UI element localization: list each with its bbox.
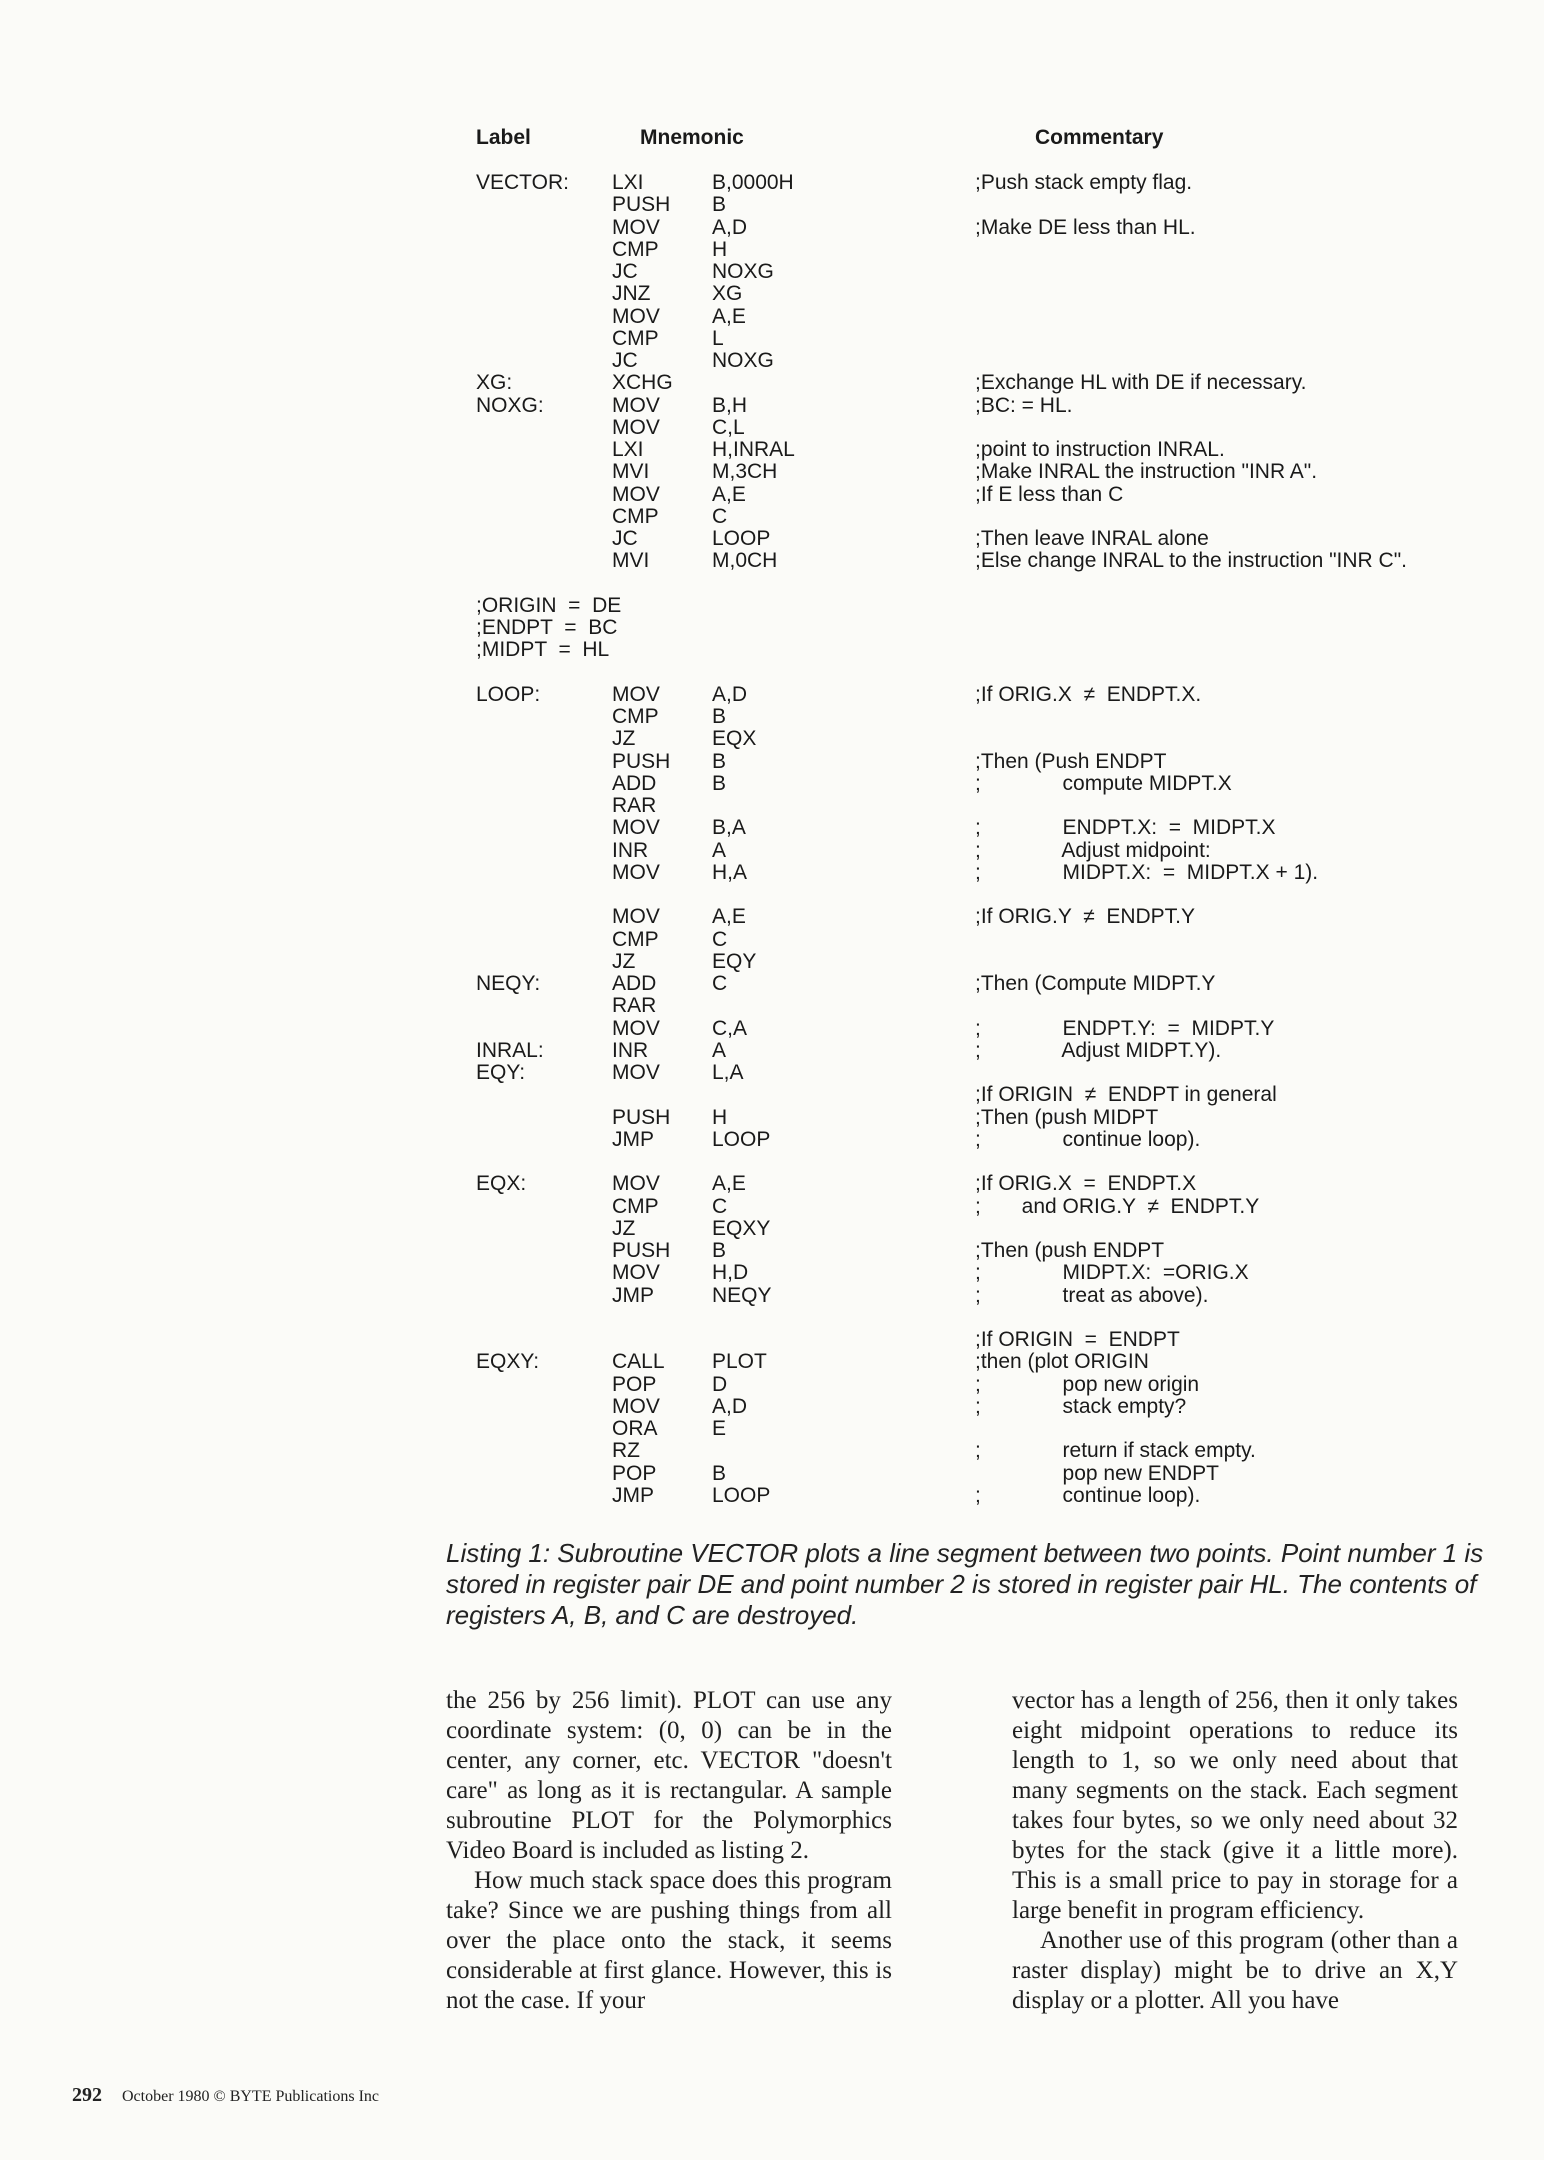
row-operand: A <box>712 838 727 862</box>
row-mnemonic: INR <box>612 1038 649 1062</box>
row-operand: L,A <box>712 1061 744 1084</box>
row-operand: EQY <box>712 949 757 973</box>
row-comment: ;Then (Compute MIDPT.Y <box>975 972 1216 995</box>
row-comment: ; pop new origin <box>975 1372 1200 1396</box>
body-column-left <box>446 1686 892 2016</box>
row-comment: ; return if stack empty. <box>975 1439 1256 1463</box>
row-mnemonic: PUSH <box>612 1239 671 1262</box>
row-mnemonic: MOV <box>612 1172 660 1196</box>
row-mnemonic: JC <box>612 260 638 283</box>
body-paragraph: vector has a length of 256, then it only takes eight midpoint operations to reduce its length to 1, so we only need about that many segments on the stack. Each segment takes four bytes, so we only need about 32 bytes for the stack (give it a little more). This is a small price to pay in storage for a large benefit in program efficiency. <box>1012 1687 1458 1924</box>
row-operand: B <box>712 1461 727 1485</box>
row-comment: ; stack empty? <box>975 1394 1187 1418</box>
row-comment: ; ENDPT.Y: = MIDPT.Y <box>975 1016 1275 1040</box>
row-comment: ;Make INRAL the instruction "INR A". <box>975 460 1318 484</box>
row-mnemonic: MOV <box>612 215 660 239</box>
row-mnemonic: CMP <box>612 504 659 528</box>
row-operand: M,3CH <box>712 460 778 484</box>
row-operand: M,0CH <box>712 549 778 573</box>
row-operand: A,E <box>712 482 746 506</box>
row-comment: ;If ORIG.X ≠ ENDPT.X. <box>975 682 1202 706</box>
row-mnemonic: MOV <box>612 482 660 506</box>
listing-caption: Listing 1: Subroutine VECTOR plots a line segment between two points. Point number 1 is stored in register pair DE and point number 2 is stored in register pair HL. The contents of registers A, B, and C are destroyed. <box>446 1538 1484 1630</box>
row-mnemonic: LXI <box>612 438 644 461</box>
row-operand: XG <box>712 282 743 306</box>
row-label: XG: <box>476 371 513 395</box>
row-operand: C <box>712 504 728 528</box>
row-comment: ; continue loop). <box>975 1483 1201 1507</box>
row-mnemonic: CMP <box>612 237 659 261</box>
row-operand: C <box>712 927 728 951</box>
row-mnemonic: MVI <box>612 460 650 484</box>
row-operand: C,A <box>712 1016 748 1040</box>
row-comment: ;then (plot ORIGIN <box>975 1350 1149 1374</box>
row-operand: LOOP <box>712 527 771 550</box>
row-mnemonic: JC <box>612 349 638 372</box>
row-operand: H,D <box>712 1261 749 1285</box>
row-comment: ;If ORIGIN = ENDPT <box>975 1328 1180 1351</box>
row-label: ;ORIGIN = DE <box>476 593 622 617</box>
row-mnemonic: ADD <box>612 771 657 795</box>
row-operand: A,D <box>712 1394 748 1418</box>
footer-credit: October 1980 © BYTE Publications Inc <box>122 2088 379 2105</box>
row-label: EQX: <box>476 1172 527 1196</box>
row-mnemonic: LXI <box>612 171 644 194</box>
row-mnemonic: MOV <box>612 1261 660 1285</box>
row-mnemonic: JMP <box>612 1127 654 1151</box>
row-operand: PLOT <box>712 1350 767 1374</box>
row-operand: H <box>712 1105 728 1129</box>
row-label: VECTOR: <box>476 171 569 194</box>
row-label: ;MIDPT = HL <box>476 638 610 662</box>
row-operand: B,H <box>712 393 748 417</box>
row-mnemonic: MOV <box>612 1394 660 1418</box>
row-operand: A,D <box>712 682 748 706</box>
row-label: EQY: <box>476 1061 526 1084</box>
row-mnemonic: JC <box>612 527 638 550</box>
row-label: ;ENDPT = BC <box>476 616 618 639</box>
row-mnemonic: RAR <box>612 794 657 817</box>
row-operand: A,E <box>712 304 746 328</box>
page-footer <box>72 2084 379 2107</box>
row-comment: ;Then (push ENDPT <box>975 1239 1165 1262</box>
row-comment: ; Adjust midpoint: <box>975 838 1211 862</box>
row-mnemonic: CMP <box>612 326 659 350</box>
row-mnemonic: POP <box>612 1461 657 1485</box>
row-operand: A <box>712 1038 727 1062</box>
row-operand: C <box>712 1194 728 1218</box>
row-comment: ;If ORIG.Y ≠ ENDPT.Y <box>975 905 1196 929</box>
row-operand: B <box>712 193 727 217</box>
row-mnemonic: XCHG <box>612 371 673 395</box>
row-operand: NOXG <box>712 260 774 283</box>
row-mnemonic: JMP <box>612 1283 654 1307</box>
header-commentary: Commentary <box>1035 126 1164 149</box>
row-mnemonic: RAR <box>612 994 657 1018</box>
row-comment: ; MIDPT.X: = MIDPT.X + 1). <box>975 860 1319 884</box>
row-comment: ;Then (push MIDPT <box>975 1105 1159 1129</box>
row-label: NEQY: <box>476 972 541 995</box>
row-mnemonic: MOV <box>612 393 660 417</box>
row-operand: A,E <box>712 1172 746 1196</box>
row-label: EQXY: <box>476 1350 540 1374</box>
row-operand: D <box>712 1372 728 1396</box>
body-paragraph: Another use of this program (other than a raster display) might be to drive an X,Y display or a plotter. All you have <box>1012 1927 1458 2014</box>
row-operand: C <box>712 972 728 995</box>
row-mnemonic: JZ <box>612 949 636 973</box>
row-operand: H,INRAL <box>712 438 795 461</box>
row-mnemonic: ORA <box>612 1417 658 1440</box>
row-mnemonic: JZ <box>612 1216 636 1240</box>
row-mnemonic: PUSH <box>612 749 671 773</box>
row-operand: A,E <box>712 905 746 929</box>
row-operand: B <box>712 705 727 728</box>
row-comment: pop new ENDPT <box>975 1461 1219 1485</box>
row-comment: ; treat as above). <box>975 1283 1209 1307</box>
row-comment: ;Push stack empty flag. <box>975 171 1193 194</box>
page-number: 292 <box>72 2084 102 2106</box>
row-comment: ;BC: = HL. <box>975 393 1073 417</box>
row-mnemonic: PUSH <box>612 1105 671 1129</box>
body-paragraph: the 256 by 256 limit). PLOT can use any coordinate system: (0, 0) can be in the center, any corner, etc. VECTOR "doesn't care" as long as it is rectangular. A sample subroutine PLOT for the Polymorphics Video Board is included as listing 2. <box>446 1687 892 1864</box>
row-comment: ;Then (Push ENDPT <box>975 749 1167 773</box>
row-comment: ; compute MIDPT.X <box>975 771 1232 795</box>
row-mnemonic: MOV <box>612 415 660 439</box>
row-comment: ;If ORIGIN ≠ ENDPT in general <box>975 1083 1277 1107</box>
row-mnemonic: POP <box>612 1372 657 1396</box>
row-mnemonic: MOV <box>612 860 660 884</box>
row-mnemonic: PUSH <box>612 193 671 217</box>
row-comment: ;point to instruction INRAL. <box>975 438 1225 461</box>
row-label: INRAL: <box>476 1038 544 1062</box>
row-mnemonic: RZ <box>612 1439 640 1463</box>
header-label: Label <box>476 126 531 149</box>
header-mnemonic: Mnemonic <box>640 126 744 149</box>
row-mnemonic: CMP <box>612 705 659 728</box>
row-operand: A,D <box>712 215 748 239</box>
row-mnemonic: MOV <box>612 816 660 840</box>
row-operand: LOOP <box>712 1483 771 1507</box>
body-column-right <box>1012 1686 1458 2016</box>
row-operand: C,L <box>712 415 745 439</box>
row-comment: ;Else change INRAL to the instruction "INR C". <box>975 549 1407 573</box>
row-comment: ;Make DE less than HL. <box>975 215 1196 239</box>
row-label: LOOP: <box>476 682 541 706</box>
row-mnemonic: CMP <box>612 927 659 951</box>
row-comment: ;Then leave INRAL alone <box>975 527 1209 550</box>
row-comment: ; continue loop). <box>975 1127 1201 1151</box>
row-operand: L <box>712 326 724 350</box>
row-mnemonic: JZ <box>612 727 636 751</box>
row-operand: LOOP <box>712 1127 771 1151</box>
row-operand: B <box>712 749 727 773</box>
row-operand: B <box>712 1239 727 1262</box>
row-operand: E <box>712 1417 727 1440</box>
row-operand: B <box>712 771 727 795</box>
row-comment: ;Exchange HL with DE if necessary. <box>975 371 1307 395</box>
row-comment: ; MIDPT.X: =ORIG.X <box>975 1261 1249 1285</box>
body-paragraph: How much stack space does this program take? Since we are pushing things from all over the place onto the stack, it seems considerable at first glance. However, this is not the case. If your <box>446 1867 892 2014</box>
row-mnemonic: MOV <box>612 304 660 328</box>
row-operand: EQX <box>712 727 757 751</box>
row-comment: ;If ORIG.X = ENDPT.X <box>975 1172 1197 1196</box>
row-operand: B,0000H <box>712 171 794 194</box>
row-operand: H <box>712 237 728 261</box>
row-mnemonic: MOV <box>612 905 660 929</box>
row-mnemonic: CALL <box>612 1350 665 1374</box>
row-mnemonic: INR <box>612 838 649 862</box>
row-mnemonic: MOV <box>612 1016 660 1040</box>
row-operand: B,A <box>712 816 746 840</box>
row-operand: NOXG <box>712 349 774 372</box>
row-mnemonic: ADD <box>612 972 657 995</box>
row-mnemonic: JNZ <box>612 282 651 306</box>
row-operand: H,A <box>712 860 748 884</box>
row-comment: ;If E less than C <box>975 482 1124 506</box>
row-operand: NEQY <box>712 1283 772 1307</box>
row-comment: ; and ORIG.Y ≠ ENDPT.Y <box>975 1194 1260 1218</box>
row-mnemonic: CMP <box>612 1194 659 1218</box>
row-comment: ; ENDPT.X: = MIDPT.X <box>975 816 1276 840</box>
row-mnemonic: MOV <box>612 1061 660 1084</box>
row-label: NOXG: <box>476 393 544 417</box>
row-mnemonic: MVI <box>612 549 650 573</box>
row-mnemonic: JMP <box>612 1483 654 1507</box>
row-comment: ; Adjust MIDPT.Y). <box>975 1038 1222 1062</box>
row-operand: EQXY <box>712 1216 771 1240</box>
row-mnemonic: MOV <box>612 682 660 706</box>
